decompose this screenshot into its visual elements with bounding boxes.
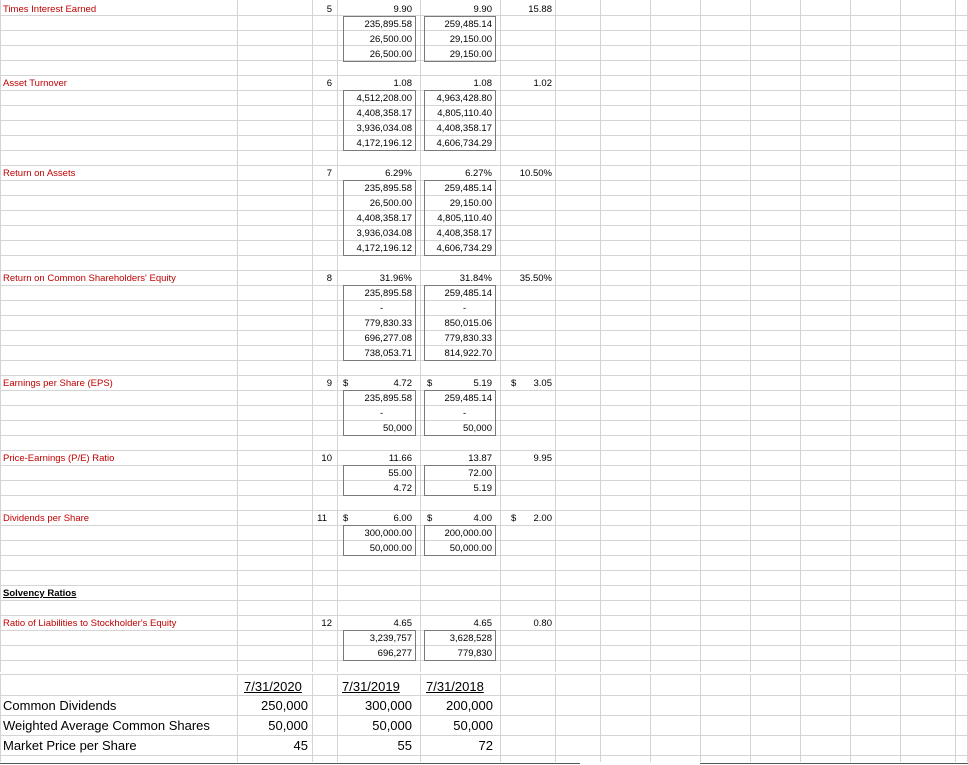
ratio-number[interactable]: 9 — [326, 378, 332, 389]
grid-col-line — [850, 0, 851, 672]
bottom-border-left — [0, 763, 580, 764]
year1-value[interactable]: - — [380, 303, 384, 314]
table-cell[interactable]: 200,000 — [446, 698, 493, 713]
ratio-label-asset-turnover[interactable]: Asset Turnover — [3, 78, 67, 89]
year1-value[interactable]: 6.00 — [393, 513, 412, 524]
year2-value[interactable]: 29,150.00 — [449, 49, 492, 60]
year1-value[interactable]: 4.65 — [393, 618, 412, 629]
year2-value[interactable]: 31.84% — [459, 273, 492, 284]
ratio-label-times-interest[interactable]: Times Interest Earned — [3, 4, 97, 15]
year2-value[interactable]: 13.87 — [468, 453, 492, 464]
year1-value[interactable]: 6.29% — [385, 168, 412, 179]
grid-col-line — [0, 0, 1, 672]
cell-border — [343, 180, 416, 256]
year2-value[interactable]: 5.19 — [473, 483, 492, 494]
ratio-label-pe[interactable]: Price-Earnings (P/E) Ratio — [3, 453, 115, 464]
grid-col-line — [955, 674, 956, 762]
year1-value[interactable]: 26,500.00 — [369, 198, 412, 209]
ratio-number[interactable]: 11 — [317, 513, 327, 524]
year2-value[interactable]: 259,485.14 — [444, 19, 492, 30]
cell-border — [424, 630, 496, 661]
grid-col-line — [900, 0, 901, 672]
row-label-weighted-shares[interactable]: Weighted Average Common Shares — [3, 718, 210, 733]
year2-value[interactable]: 779,830.33 — [444, 333, 492, 344]
year1-value[interactable]: 235,895.58 — [364, 393, 412, 404]
year2-value[interactable]: 779,830 — [457, 648, 492, 659]
industry-value[interactable]: 1.02 — [533, 78, 552, 89]
year2-value[interactable]: 1.08 — [473, 78, 492, 89]
year1-value[interactable]: 3,936,034.08 — [356, 228, 412, 239]
table-cell[interactable]: 55 — [397, 738, 412, 753]
cell-border — [343, 16, 416, 62]
year2-value[interactable]: 50,000.00 — [449, 543, 492, 554]
year1-value[interactable]: 3,936,034.08 — [356, 123, 412, 134]
grid-row-line — [0, 585, 968, 586]
grid-col-line — [0, 674, 1, 762]
year1-value[interactable]: 300,000.00 — [364, 528, 412, 539]
grid-row-line — [0, 165, 968, 166]
year1-value[interactable]: 55.00 — [388, 468, 412, 479]
grid-col-line — [650, 674, 651, 762]
year2-value[interactable]: 814,922.70 — [444, 348, 492, 359]
year2-value[interactable]: 259,485.14 — [444, 183, 492, 194]
cell-border — [343, 285, 416, 361]
industry-value[interactable]: 10.50% — [519, 168, 552, 179]
cell-border — [343, 90, 416, 151]
grid-col-line — [650, 0, 651, 672]
grid-col-line — [800, 674, 801, 762]
bottom-border-right — [700, 763, 968, 764]
grid-col-line — [750, 0, 751, 672]
grid-col-line — [600, 674, 601, 762]
table-cell[interactable]: 250,000 — [261, 698, 308, 713]
year2-value[interactable]: 9.90 — [473, 4, 492, 15]
year2-value[interactable]: 259,485.14 — [444, 288, 492, 299]
cell-border — [424, 90, 496, 151]
cell-border — [424, 180, 496, 256]
year2-value[interactable]: 3,628,528 — [449, 633, 492, 644]
year2-value[interactable]: 29,150.00 — [449, 198, 492, 209]
table-cell[interactable]: 50,000 — [453, 718, 493, 733]
table-cell[interactable]: 300,000 — [365, 698, 412, 713]
grid-col-line — [312, 0, 313, 672]
grid-col-line — [750, 674, 751, 762]
column-header-2019[interactable]: 7/31/2019 — [342, 679, 400, 694]
grid-row-line — [0, 510, 968, 511]
industry-value[interactable]: 0.80 — [533, 618, 552, 629]
dollar-sign: $ — [343, 378, 349, 389]
year1-value[interactable]: 4,408,358.17 — [356, 213, 412, 224]
row-label-market-price[interactable]: Market Price per Share — [3, 738, 137, 753]
grid-row-line — [0, 615, 968, 616]
year1-value[interactable]: 50,000 — [382, 423, 412, 434]
industry-value[interactable]: 3.05 — [533, 378, 552, 389]
table-cell[interactable]: 45 — [293, 738, 308, 753]
column-header-2018[interactable]: 7/31/2018 — [426, 679, 484, 694]
year2-value[interactable]: 50,000 — [462, 423, 492, 434]
ratio-number[interactable]: 5 — [326, 4, 332, 15]
dollar-sign: $ — [511, 378, 517, 389]
year2-value[interactable]: 259,485.14 — [444, 393, 492, 404]
year2-value[interactable]: - — [463, 303, 467, 314]
year1-value[interactable]: 235,895.58 — [364, 288, 412, 299]
table-cell[interactable]: 72 — [478, 738, 493, 753]
year1-value[interactable]: 738,053.71 — [364, 348, 412, 359]
year1-value[interactable]: 4,172,196.12 — [356, 138, 412, 149]
year1-value[interactable]: 779,830.33 — [364, 318, 412, 329]
year1-value[interactable]: 696,277.08 — [364, 333, 412, 344]
grid-col-line — [800, 0, 801, 672]
year2-value[interactable]: 4,606,734.29 — [436, 138, 492, 149]
year1-value[interactable]: 4.72 — [393, 378, 412, 389]
grid-row-line — [0, 755, 968, 756]
year1-value[interactable]: 1.08 — [393, 78, 412, 89]
cell-border — [343, 465, 416, 496]
year1-value[interactable]: 9.90 — [393, 4, 412, 15]
ratio-label-liabilities[interactable]: Ratio of Liabilities to Stockholder's Equity — [3, 618, 177, 629]
dollar-sign: $ — [343, 513, 349, 524]
dollar-sign: $ — [427, 513, 433, 524]
grid-col-line — [555, 674, 556, 762]
grid-row-line — [0, 450, 968, 451]
grid-col-line — [955, 0, 956, 672]
year2-value[interactable]: 4.00 — [473, 513, 492, 524]
year2-value[interactable]: 4,805,110.40 — [437, 213, 492, 224]
year1-value[interactable]: 50,000.00 — [369, 543, 412, 554]
year1-value[interactable]: 4,172,196.12 — [356, 243, 412, 254]
grid-col-line — [600, 0, 601, 672]
grid-col-line — [700, 674, 701, 762]
row-label-common-dividends[interactable]: Common Dividends — [3, 698, 117, 713]
year2-value[interactable]: 850,015.06 — [444, 318, 492, 329]
cell-border — [424, 525, 496, 556]
grid-row-line — [0, 75, 968, 76]
table-cell[interactable]: 50,000 — [372, 718, 412, 733]
ratio-number[interactable]: 6 — [326, 78, 332, 89]
solvency-ratios-header[interactable]: Solvency Ratios — [3, 588, 77, 599]
cell-border — [424, 16, 496, 62]
year1-value[interactable]: 4,512,208.00 — [356, 93, 412, 104]
ratio-label-dividends[interactable]: Dividends per Share — [3, 513, 90, 524]
year1-value[interactable]: 11.66 — [388, 453, 412, 464]
grid-row-line — [0, 735, 968, 736]
dollar-sign: $ — [511, 513, 517, 524]
grid-row-line — [0, 600, 968, 601]
year1-value[interactable]: - — [380, 408, 384, 419]
grid-row-line — [0, 570, 968, 571]
grid-col-line — [900, 674, 901, 762]
ratio-number[interactable]: 7 — [326, 168, 332, 179]
year2-value[interactable]: 72.00 — [468, 468, 492, 479]
year1-value[interactable]: 26,500.00 — [369, 34, 412, 45]
industry-value[interactable]: 35.50% — [519, 273, 552, 284]
column-header-2020[interactable]: 7/31/2020 — [244, 679, 302, 694]
cell-border — [424, 285, 496, 361]
ratio-label-return-on-equity[interactable]: Return on Common Shareholders' Equity — [3, 273, 176, 284]
grid-col-line — [555, 0, 556, 672]
ratio-number[interactable]: 12 — [321, 618, 332, 629]
year2-value[interactable]: 4,408,358.17 — [436, 123, 492, 134]
grid-col-line — [700, 0, 701, 672]
grid-row-line — [0, 375, 968, 376]
grid-col-line — [337, 0, 338, 672]
cell-border — [343, 390, 416, 436]
table-cell[interactable]: 50,000 — [268, 718, 308, 733]
year2-value[interactable]: 200,000.00 — [444, 528, 492, 539]
cell-border — [424, 390, 496, 436]
year2-value[interactable]: 4,963,428.80 — [436, 93, 492, 104]
industry-value[interactable]: 2.00 — [533, 513, 552, 524]
grid-row-line — [0, 270, 968, 271]
year2-value[interactable]: 6.27% — [465, 168, 492, 179]
cell-border — [343, 630, 416, 661]
year1-value[interactable]: 235,895.58 — [364, 183, 412, 194]
year1-value[interactable]: 235,895.58 — [364, 19, 412, 30]
year1-value[interactable]: 3,239,757 — [369, 633, 412, 644]
year2-value[interactable]: 5.19 — [473, 378, 492, 389]
grid-col-line — [850, 674, 851, 762]
year2-value[interactable]: - — [463, 408, 467, 419]
year1-value[interactable]: 4.72 — [393, 483, 412, 494]
cell-border — [343, 525, 416, 556]
grid-row-line — [0, 674, 968, 675]
grid-row-line — [0, 695, 968, 696]
dollar-sign: $ — [427, 378, 433, 389]
year1-value[interactable]: 4,408,358.17 — [356, 108, 412, 119]
industry-value[interactable]: 15.88 — [528, 4, 552, 15]
ratio-label-return-on-assets[interactable]: Return on Assets — [3, 168, 76, 179]
grid-row-line — [0, 715, 968, 716]
year1-value[interactable]: 26,500.00 — [369, 49, 412, 60]
grid-col-line — [237, 0, 238, 672]
cell-border — [424, 465, 496, 496]
year2-value[interactable]: 4.65 — [473, 618, 492, 629]
year1-value[interactable]: 31.96% — [379, 273, 412, 284]
grid-col-line — [500, 674, 501, 762]
year1-value[interactable]: 696,277 — [377, 648, 412, 659]
year2-value[interactable]: 4,805,110.40 — [437, 108, 492, 119]
ratio-number[interactable]: 10 — [321, 453, 332, 464]
ratio-label-eps[interactable]: Earnings per Share (EPS) — [3, 378, 113, 389]
year2-value[interactable]: 4,606,734.29 — [436, 243, 492, 254]
grid-col-line — [500, 0, 501, 672]
grid-col-line — [312, 674, 313, 762]
ratio-number[interactable]: 8 — [326, 273, 332, 284]
year2-value[interactable]: 29,150.00 — [449, 34, 492, 45]
industry-value[interactable]: 9.95 — [533, 453, 552, 464]
year2-value[interactable]: 4,408,358.17 — [436, 228, 492, 239]
